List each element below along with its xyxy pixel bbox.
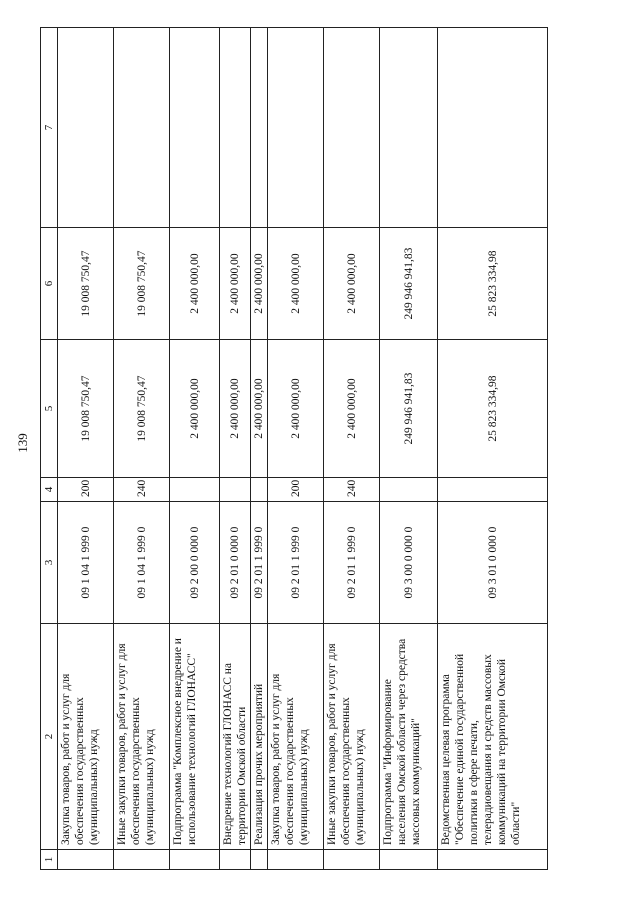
- description-cell: Закупка товаров, работ и услуг для обеспечения государственных (муниципальных) нужд: [58, 624, 114, 850]
- amount-col5-cell: 249 946 941,83: [380, 340, 438, 478]
- amount-col5-cell: 2 400 000,00: [220, 340, 251, 478]
- amount-col7-cell: [438, 28, 548, 228]
- expense-type-cell: 200: [268, 478, 324, 502]
- description-cell: Реализация прочих мероприятий: [251, 624, 268, 850]
- expense-type-cell: [438, 478, 548, 502]
- amount-col7-cell: [324, 28, 380, 228]
- header-cell: 3: [41, 502, 58, 624]
- expense-type-cell: [380, 478, 438, 502]
- amount-col5-cell: 19 008 750,47: [114, 340, 170, 478]
- target-article-code-cell: 09 2 00 0 000 0: [170, 502, 220, 624]
- amount-col5-cell: 25 823 334,98: [438, 340, 548, 478]
- row-number-cell: [114, 850, 170, 870]
- table-row: [170, 28, 220, 870]
- table-row: [58, 28, 114, 870]
- amount-col5-cell: 2 400 000,00: [170, 340, 220, 478]
- amount-col7-cell: [114, 28, 170, 228]
- amount-col7-cell: [268, 28, 324, 228]
- amount-col6-cell: 2 400 000,00: [170, 228, 220, 340]
- amount-col7-cell: [220, 28, 251, 228]
- description-cell: Иные закупки товаров, работ и услуг для обеспечения государственных (муниципальных) нужд: [324, 624, 380, 850]
- amount-col6-cell: 25 823 334,98: [438, 228, 548, 340]
- header-cell: 5: [41, 340, 58, 478]
- amount-col6-cell: 2 400 000,00: [324, 228, 380, 340]
- amount-col6-cell: 2 400 000,00: [220, 228, 251, 340]
- page-number: 139: [15, 433, 30, 453]
- target-article-code-cell: 09 2 01 0 000 0: [220, 502, 251, 624]
- amount-col6-cell: 19 008 750,47: [58, 228, 114, 340]
- expense-type-cell: 240: [114, 478, 170, 502]
- row-number-cell: [438, 850, 548, 870]
- table-row: [220, 28, 251, 870]
- target-article-code-cell: 09 2 01 1 999 0: [251, 502, 268, 624]
- expense-type-cell: [251, 478, 268, 502]
- table-body: [41, 28, 548, 870]
- target-article-code-cell: 09 3 01 0 000 0: [438, 502, 548, 624]
- expense-type-cell: 200: [58, 478, 114, 502]
- amount-col7-cell: [251, 28, 268, 228]
- header-row: [41, 28, 58, 870]
- row-number-cell: [220, 850, 251, 870]
- amount-col7-cell: [380, 28, 438, 228]
- header-cell: 4: [41, 478, 58, 502]
- header-cell: 7: [41, 28, 58, 228]
- row-number-cell: [324, 850, 380, 870]
- amount-col7-cell: [58, 28, 114, 228]
- description-cell: Подпрограмма "Информирование населения Омской области через средства массовых коммуникаций": [380, 624, 438, 850]
- amount-col6-cell: 2 400 000,00: [251, 228, 268, 340]
- table-row: [324, 28, 380, 870]
- expense-type-cell: [170, 478, 220, 502]
- table-row: [438, 28, 548, 870]
- header-cell: 6: [41, 228, 58, 340]
- row-number-cell: [251, 850, 268, 870]
- amount-col6-cell: 19 008 750,47: [114, 228, 170, 340]
- target-article-code-cell: 09 1 04 1 999 0: [58, 502, 114, 624]
- table-row: [268, 28, 324, 870]
- target-article-code-cell: 09 2 01 1 999 0: [268, 502, 324, 624]
- header-cell: 2: [41, 624, 58, 850]
- expense-type-cell: 240: [324, 478, 380, 502]
- description-cell: Подпрограмма "Комплексное внедрение и использование технологий ГЛОНАСС": [170, 624, 220, 850]
- amount-col5-cell: 2 400 000,00: [268, 340, 324, 478]
- description-cell: Закупка товаров, работ и услуг для обеспечения государственных (муниципальных) нужд: [268, 624, 324, 850]
- amount-col5-cell: 2 400 000,00: [251, 340, 268, 478]
- amount-col6-cell: 2 400 000,00: [268, 228, 324, 340]
- target-article-code-cell: 09 2 01 1 999 0: [324, 502, 380, 624]
- table-row: [251, 28, 268, 870]
- table-row: [114, 28, 170, 870]
- header-cell: 1: [41, 850, 58, 870]
- description-cell: Иные закупки товаров, работ и услуг для обеспечения государственных (муниципальных) нужд: [114, 624, 170, 850]
- amount-col5-cell: 19 008 750,47: [58, 340, 114, 478]
- row-number-cell: [380, 850, 438, 870]
- table-row: [380, 28, 438, 870]
- budget-table: [40, 27, 548, 870]
- expense-type-cell: [220, 478, 251, 502]
- amount-col6-cell: 249 946 941,83: [380, 228, 438, 340]
- row-number-cell: [268, 850, 324, 870]
- target-article-code-cell: 09 3 00 0 000 0: [380, 502, 438, 624]
- description-cell: Ведомственная целевая программа "Обеспечение единой государственной политики в сфере печати, телерадиовещания и средств массовых коммуникаций на территории Омской области": [438, 624, 548, 850]
- amount-col5-cell: 2 400 000,00: [324, 340, 380, 478]
- row-number-cell: [170, 850, 220, 870]
- row-number-cell: [58, 850, 114, 870]
- description-cell: Внедрение технологий ГЛОНАСС на территории Омской области: [220, 624, 251, 850]
- amount-col7-cell: [170, 28, 220, 228]
- target-article-code-cell: 09 1 04 1 999 0: [114, 502, 170, 624]
